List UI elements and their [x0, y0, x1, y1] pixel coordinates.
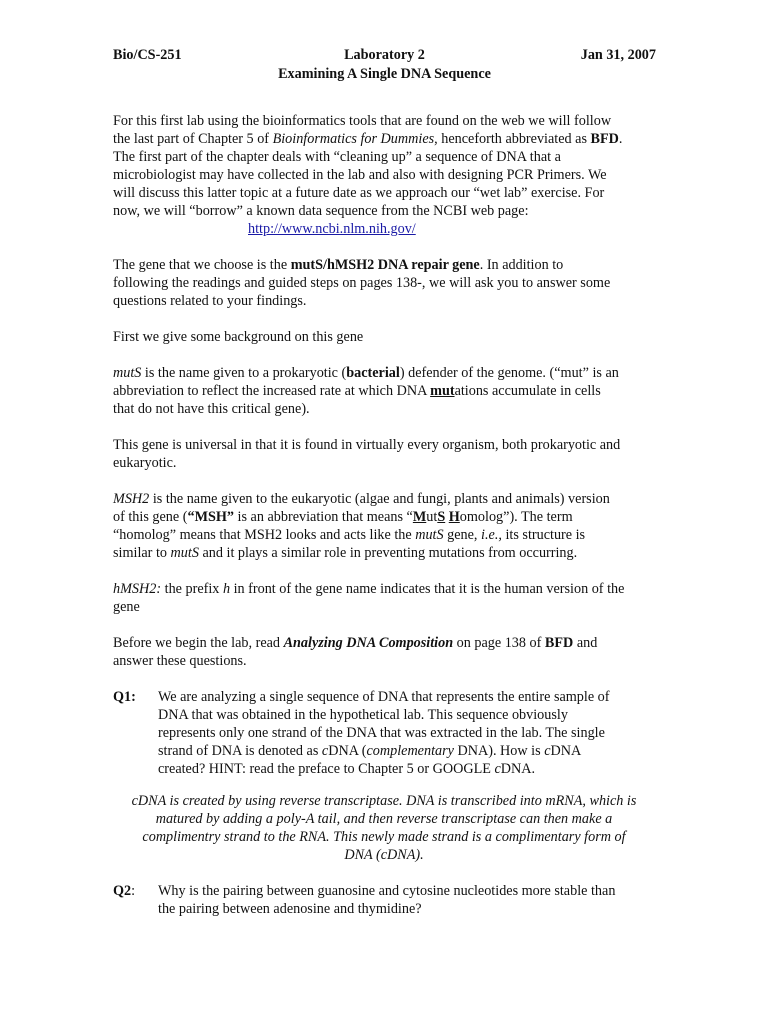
italic-term: complementary: [366, 743, 454, 759]
msh2-paragraph: [113, 490, 653, 562]
acronym-letter: M: [412, 509, 427, 525]
intro-paragraph: [113, 112, 653, 238]
gene-line: questions related to your findings.: [113, 293, 307, 309]
q2-label-colon: :: [131, 883, 136, 899]
gene-term: mutS: [170, 545, 199, 561]
text-run: the prefix: [161, 581, 223, 597]
lab-date: Jan 31, 2007: [580, 47, 656, 63]
before-line: [113, 634, 653, 652]
gene-term: mutS: [113, 365, 142, 381]
gene-paragraph: [113, 256, 653, 310]
text-run: is the name given to the eukaryotic (algae and fungi, plants and animals) version: [149, 491, 610, 507]
text-run: created? HINT: read the preface to Chapter 5 or GOOGLE: [158, 761, 495, 777]
universal-line: eukaryotic.: [113, 455, 177, 471]
question-1-label: Q1:: [113, 689, 136, 705]
course-code: Bio/CS-251: [113, 47, 182, 63]
before-paragraph: [113, 634, 653, 670]
q2-label-text: Q2: [113, 883, 132, 899]
text-run: on page 138 of: [453, 635, 545, 651]
intro-line: The first part of the chapter deals with “cleaning up” a sequence of DNA that a: [113, 149, 561, 165]
text-run: in front of the gene name indicates that it is the human version of the: [230, 581, 625, 597]
page-header: [113, 46, 656, 64]
text-run: of this gene (: [113, 509, 188, 525]
text-run: . In addition to: [479, 257, 564, 273]
question-1-text: [158, 688, 658, 778]
bold-term: bacterial: [346, 365, 400, 381]
hmsh2-line: gene: [113, 599, 140, 615]
text-run: ations accumulate in cells: [454, 383, 601, 399]
text-run: ) defender of the genome. (“mut” is an: [399, 365, 619, 381]
q2-line: Why is the pairing between guanosine and cytosine nucleotides more stable than: [158, 883, 616, 899]
intro-line: now, we will “borrow” a known data sequence from the NCBI web page:: [113, 203, 529, 219]
hmsh2-line: [113, 580, 653, 598]
msh2-line: [113, 526, 653, 544]
intro-line: [113, 130, 653, 148]
intro-line: will discuss this latter topic at a future date as we approach our “wet lab” exercise. For: [113, 185, 605, 201]
q1-line: [158, 760, 658, 778]
text-run: DNA.: [500, 761, 536, 777]
q1-line: [158, 742, 658, 760]
book-title: Bioinformatics for Dummies: [272, 131, 435, 147]
acronym-letter: S: [437, 509, 446, 525]
gene-name: mutS/hMSH2 DNA repair gene: [290, 257, 480, 273]
text-run: the last part of Chapter 5 of: [113, 131, 273, 147]
intro-line: microbiologist may have collected in the lab and also with designing PCR Primers. We: [113, 167, 607, 183]
text-run: The gene that we choose is the: [113, 257, 291, 273]
text-run: “homolog” means that MSH2 looks and acts like the: [113, 527, 416, 543]
q1-line: represents only one strand of the DNA that was extracted in the lab. The single: [158, 725, 605, 741]
text-run: , henceforth abbreviated as: [434, 131, 591, 147]
universal-paragraph: [113, 436, 653, 472]
q2-line: the pairing between adenosine and thymidine?: [158, 901, 422, 917]
text-run: DNA). How is: [453, 743, 545, 759]
ncbi-link[interactable]: http://www.ncbi.nlm.nih.gov/: [248, 221, 416, 237]
msh2-line: [113, 490, 653, 508]
question-2-text: [158, 882, 658, 918]
text-run: and it plays a similar role in preventing mutations from occurring.: [198, 545, 578, 561]
text-run: omolog”). The term: [459, 509, 573, 525]
muts-paragraph: [113, 364, 653, 418]
answer-line: DNA (cDNA).: [344, 847, 424, 863]
muts-line: [113, 364, 653, 382]
lab-number: Laboratory 2: [344, 47, 425, 63]
text-run: Before we begin the lab, read: [113, 635, 284, 651]
text-run: is an abbreviation that means “: [233, 509, 413, 525]
text-run: DNA: [550, 743, 582, 759]
text-run: its structure is: [501, 527, 586, 543]
gene-term: MSH2: [113, 491, 150, 507]
muts-line: that do not have this critical gene).: [113, 401, 310, 417]
answer-line: matured by adding a poly-A tail, and then reverse transcriptase can then make a: [155, 811, 613, 827]
text-run: similar to: [113, 545, 171, 561]
universal-line: This gene is universal in that it is found in virtually every organism, both prokaryotic and: [113, 437, 621, 453]
text-run: .: [618, 131, 623, 147]
page-subtitle: Examining A Single DNA Sequence: [278, 66, 491, 82]
background-line: First we give some background on this gene: [113, 329, 364, 345]
q1-line: We are analyzing a single sequence of DNA that represents the entire sample of: [158, 689, 610, 705]
gene-line: [113, 256, 653, 274]
q1-line: DNA that was obtained in the hypothetical lab. This sequence obviously: [158, 707, 568, 723]
url-line: [113, 220, 653, 238]
acronym-letter: H: [448, 509, 460, 525]
answer-1: [108, 792, 660, 864]
text-run: abbreviation to reflect the increased rate at which DNA: [113, 383, 431, 399]
italic-term: c: [321, 743, 329, 759]
muts-line: [113, 382, 653, 400]
italic-term: c: [494, 761, 501, 777]
text-run: is the name given to a prokaryotic (: [141, 365, 347, 381]
intro-line: For this first lab using the bioinformatics tools that are found on the web we will follow: [113, 113, 612, 129]
before-line: answer these questions.: [113, 653, 247, 669]
text-run: ut: [426, 509, 438, 525]
bfd-abbrev: BFD: [590, 131, 619, 147]
answer-line: complimentry strand to the RNA. This newly made strand is a complimentary form of: [142, 829, 626, 845]
gene-term: mutS: [415, 527, 444, 543]
text-run: gene,: [443, 527, 482, 543]
answer-line: cDNA is created by using reverse transcriptase. DNA is transcribed into mRNA, which is: [131, 793, 637, 809]
msh2-line: [113, 508, 653, 526]
section-reference: Analyzing DNA Composition: [283, 635, 454, 651]
bold-term: “MSH”: [187, 509, 234, 525]
gene-term: hMSH2:: [113, 581, 162, 597]
text-run: strand of DNA is denoted as: [158, 743, 322, 759]
hmsh2-paragraph: [113, 580, 653, 616]
mut-emphasis: mut: [430, 383, 455, 399]
text-run: and: [573, 635, 598, 651]
text-run: DNA (: [328, 743, 367, 759]
msh2-line: [113, 544, 653, 562]
italic-term: c: [544, 743, 551, 759]
question-2-label: [113, 882, 135, 900]
gene-line: following the readings and guided steps on pages 138-, we will ask you to answer some: [113, 275, 611, 291]
bfd-abbrev: BFD: [544, 635, 574, 651]
italic-term: i.e.,: [481, 527, 502, 543]
italic-term: h: [222, 581, 231, 597]
